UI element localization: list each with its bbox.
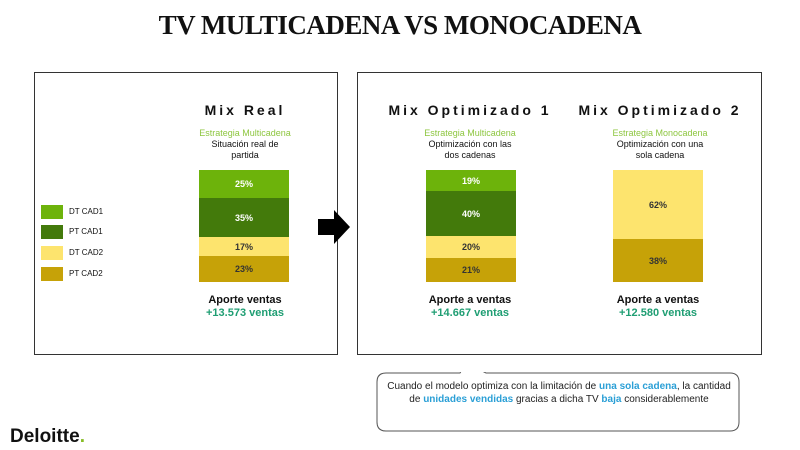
deloitte-logo xyxy=(10,426,85,448)
bar-segment-dt-cad2 xyxy=(426,236,516,258)
description-line: sola cadena xyxy=(635,150,685,160)
bar-segment-dt-cad2 xyxy=(199,237,289,256)
callout-highlight: una sola cadena xyxy=(599,381,677,392)
aporte-label-mix-optimizado-1: Aporte a ventas xyxy=(428,294,512,306)
data-label: 23% xyxy=(234,264,253,275)
brand-name: Deloitte xyxy=(10,426,80,447)
bar-segment-pt-cad1 xyxy=(199,198,289,237)
description-line: Situación real de xyxy=(211,139,279,149)
data-label: 25% xyxy=(234,179,253,189)
data-label: 21% xyxy=(461,265,480,276)
legend-label: PT CAD1 xyxy=(69,227,103,236)
stacked-bar-mix-optimizado-2 xyxy=(613,170,703,282)
data-label: 20% xyxy=(461,242,480,253)
data-label: 40% xyxy=(461,208,480,219)
callout-text-part: gracias a dicha TV xyxy=(513,394,602,405)
description-line: partida xyxy=(231,150,259,160)
bar-segment-pt-cad2 xyxy=(199,256,289,282)
legend-swatch xyxy=(41,267,63,281)
legend-item xyxy=(41,225,161,239)
stacked-bar-mix-real xyxy=(199,170,289,282)
legend-label: PT CAD2 xyxy=(69,269,103,278)
bar-segment-pt-cad2 xyxy=(613,239,703,282)
description-line: Optimización con una xyxy=(616,139,704,149)
description-mix-optimizado-2 xyxy=(595,139,725,161)
data-label: 19% xyxy=(461,175,480,186)
bar-segment-pt-cad2 xyxy=(426,258,516,282)
legend-swatch xyxy=(41,225,63,239)
legend-label: DT CAD2 xyxy=(69,248,104,257)
callout-highlight: unidades vendidas xyxy=(423,394,514,405)
aporte-label-mix-optimizado-2: Aporte a ventas xyxy=(616,294,700,306)
strategy-label-mix-optimizado-1: Estrategia Multicadena xyxy=(424,128,516,138)
legend-label: DT CAD1 xyxy=(69,207,104,216)
callout-box xyxy=(376,372,740,432)
description-mix-optimizado-1 xyxy=(405,139,535,161)
legend-swatch xyxy=(41,205,63,219)
page-title: TV MULTICADENA VS MONOCADENA xyxy=(158,10,642,40)
data-label: 38% xyxy=(648,255,667,266)
callout-highlight: baja xyxy=(601,394,622,405)
aporte-value-mix-optimizado-1: +14.667 ventas xyxy=(431,307,509,319)
data-label: 62% xyxy=(648,199,667,210)
column-heading-mix-optimizado-1: Mix Optimizado 1 xyxy=(388,102,552,118)
data-label: 17% xyxy=(234,241,253,252)
callout-text-part: considerablemente xyxy=(621,394,709,405)
bar-segment-pt-cad1 xyxy=(426,191,516,236)
bar-segment-dt-cad1 xyxy=(199,170,289,198)
strategy-label-mix-optimizado-2: Estrategia Monocadena xyxy=(612,128,708,138)
legend-item xyxy=(41,246,161,260)
bar-segment-dt-cad1 xyxy=(426,170,516,191)
column-heading-mix-real: Mix Real xyxy=(204,102,286,118)
callout-text-part: Cuando el modelo optimiza con la limitación de xyxy=(387,381,600,392)
bar-segment-dt-cad2 xyxy=(613,170,703,239)
stacked-bar-mix-optimizado-1 xyxy=(426,170,516,282)
description-line: Optimización con las xyxy=(428,139,512,149)
aporte-label-mix-real: Aporte ventas xyxy=(208,294,282,306)
brand-dot: . xyxy=(79,426,85,447)
legend-item xyxy=(41,267,161,281)
strategy-label-mix-real: Estrategia Multicadena xyxy=(199,128,291,138)
callout-text xyxy=(384,380,734,406)
legend-swatch xyxy=(41,246,63,260)
callout-text-part: , la cantidad de xyxy=(409,381,731,405)
legend-item xyxy=(41,205,161,219)
aporte-value-mix-real: +13.573 ventas xyxy=(206,307,284,319)
description-line: dos cadenas xyxy=(444,150,496,160)
data-label: 35% xyxy=(234,212,253,223)
aporte-value-mix-optimizado-2: +12.580 ventas xyxy=(619,307,697,319)
arrow-right-icon xyxy=(316,208,352,246)
description-mix-real xyxy=(180,139,310,161)
column-heading-mix-optimizado-2: Mix Optimizado 2 xyxy=(578,102,742,118)
